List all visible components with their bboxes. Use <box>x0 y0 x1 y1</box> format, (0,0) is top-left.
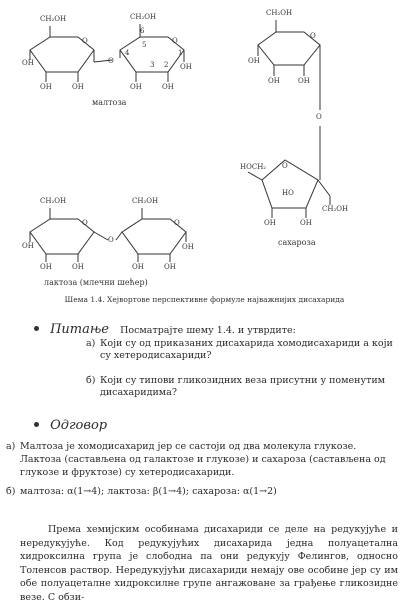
lactose-oh-6: OH <box>182 243 194 251</box>
maltose-oh-4: OH <box>130 83 142 91</box>
answer-item-a-num: а) <box>6 441 16 452</box>
maltose-name: малтоза <box>92 98 127 107</box>
answer-bullet-icon <box>34 422 39 427</box>
sucrose-oh-2: OH <box>268 77 280 85</box>
sucrose-ho: HO <box>282 189 294 197</box>
answer-item-a <box>6 440 398 479</box>
maltose-num-3: 3 <box>150 61 155 69</box>
maltose-ch2oh-2: CH₂OH <box>130 13 157 21</box>
sucrose-ch2oh-1: CH₂OH <box>266 9 293 17</box>
question-heading: Питање <box>50 322 109 337</box>
question-item-b-text: Који су типови гликозидних веза присутни у поменутим дисахаридима? <box>100 375 386 398</box>
answer-heading: Одговор <box>50 418 108 433</box>
maltose-num-2: 2 <box>164 61 169 69</box>
sucrose-hoch2: HOCH₂ <box>240 163 267 171</box>
lactose-link-o: O <box>108 236 114 244</box>
maltose-ring-o-2: O <box>172 37 178 45</box>
lactose-oh-1: OH <box>22 242 34 250</box>
maltose-ring-o-1: O <box>82 37 88 45</box>
body-paragraph: Према хемијским особинама дисахариди се деле на редукујуће и нередукујуће. Код редукујућих дисахарида једна полуацетална хидроксилна група је слободна па они редукују Фелингов, односно Толенсов раствор. Нередукујући дисахариди немају ове особине јер су им обе полуацеталне хидроксилне групе ангажоване за грађење гликозидне везе. С обзи- <box>20 524 398 603</box>
lactose-ring-o-2: O <box>174 219 180 227</box>
maltose-oh-6: OH <box>180 63 192 71</box>
lactose-name: лактоза (млечни шећер) <box>44 278 148 287</box>
sucrose-name: сахароза <box>278 238 316 247</box>
haworth-formulas <box>0 0 409 290</box>
answer-item-b <box>6 485 398 498</box>
question-item-b-num: б) <box>86 375 96 386</box>
sucrose-ring-2 <box>262 160 318 208</box>
sucrose-ring-o-2: O <box>282 162 288 170</box>
sucrose-link-o: O <box>316 113 322 121</box>
maltose-num-6: 6 <box>140 27 145 35</box>
lactose-oh-3: OH <box>72 263 84 271</box>
lactose-oh-5: OH <box>164 263 176 271</box>
maltose-link-o: O <box>108 57 114 65</box>
sucrose-oh-3: OH <box>298 77 310 85</box>
maltose-oh-5: OH <box>162 83 174 91</box>
maltose-num-4: 4 <box>125 49 130 57</box>
sucrose-oh-1: OH <box>248 57 260 65</box>
lactose-ch2oh-2: CH₂OH <box>132 197 159 205</box>
question-prompt: Посматрајте шему 1.4. и утврдите: <box>120 325 296 336</box>
question-item-a-text: Који су од приказаних дисахарида хомодисахариди а који су хетеродисахариди? <box>100 338 393 361</box>
maltose-oh-2: OH <box>40 83 52 91</box>
figure-caption: Шема 1.4. Хејвортове перспективне формуле најважнијих дисахарида <box>64 295 345 304</box>
maltose-num-1: 1 <box>178 49 183 57</box>
question-item-a-num: а) <box>86 338 96 349</box>
sucrose-ch2oh-2: CH₂OH <box>322 205 349 213</box>
maltose-num-5: 5 <box>142 41 147 49</box>
maltose-oh-3: OH <box>72 83 84 91</box>
lactose-ring-o-1: O <box>82 219 88 227</box>
lactose-oh-4: OH <box>132 263 144 271</box>
answer-item-b-text: малтоза: α(1→4); лактоза: β(1→4); сахароза: α(1→2) <box>20 486 277 497</box>
lactose-oh-2: OH <box>40 263 52 271</box>
question-item-a <box>86 338 400 362</box>
maltose-ch2oh-1: CH₂OH <box>40 15 67 23</box>
sucrose-oh-5: OH <box>300 219 312 227</box>
lactose-ch2oh-1: CH₂OH <box>40 197 67 205</box>
question-header <box>34 318 404 337</box>
sucrose-ring-o-1: O <box>310 32 316 40</box>
maltose-oh-1: OH <box>22 59 34 67</box>
question-bullet-icon <box>34 326 39 331</box>
answer-header <box>34 414 107 433</box>
question-item-b <box>86 375 400 399</box>
answer-item-a-text: Малтоза је хомодисахарид јер се састоји од два молекула глукозе. Лактоза (састављена од галактозе и глукозе) и сахароза (састављена од глукозе и фруктозе) су хетеродисахариди. <box>20 441 386 478</box>
answer-item-b-num: б) <box>6 486 16 497</box>
sucrose-oh-4: OH <box>264 219 276 227</box>
